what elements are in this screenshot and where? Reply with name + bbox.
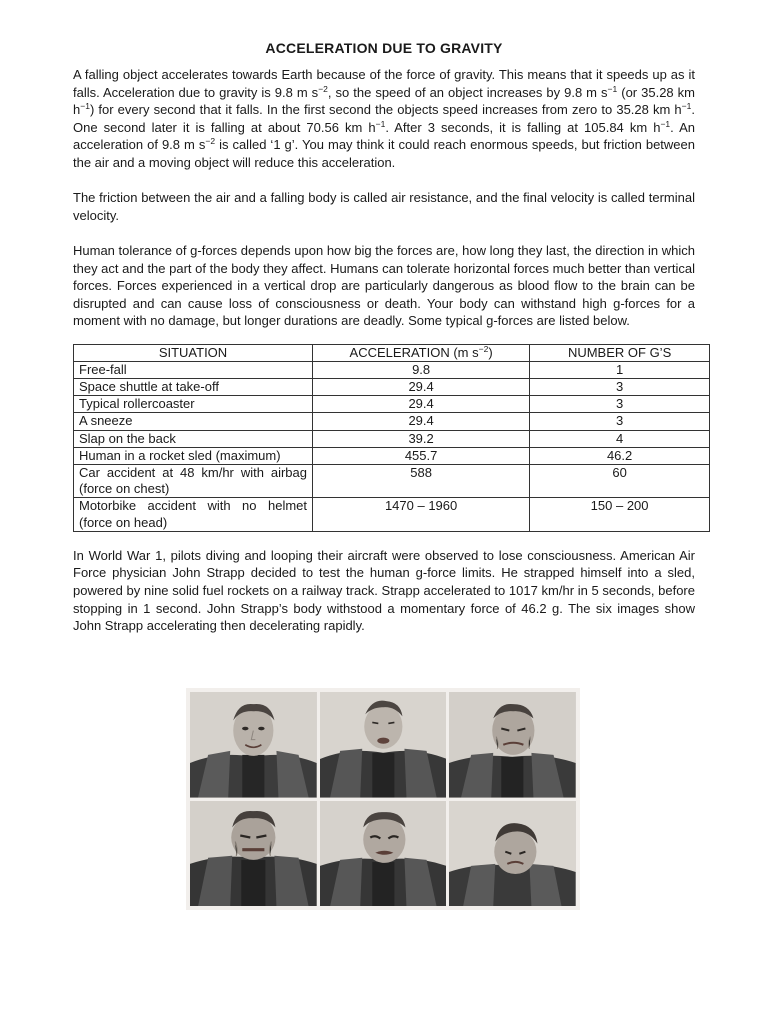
paragraph-air-resistance: The friction between the air and a falling body is called air resistance, and the final velocity is called terminal velocity. <box>73 190 695 223</box>
cell-gs: 1 <box>530 361 710 378</box>
cell-gs: 4 <box>530 430 710 447</box>
paragraph-g-force-tolerance: Human tolerance of g-forces depends upon how big the forces are, how long they last, the direction in which they act and the part of the body they affect. Humans can tolerate horizontal forces much better than vertical forces. Forces experienced in a vertical drop are particularly dangerous as blood flow to the brain can be disrupted and can cause loss of consciousness or death. Your body can withstand high g-forces for a moment with no damage, but longer durations are deadly. Some typical g-forces are listed below. <box>73 242 695 329</box>
cell-acceleration: 29.4 <box>313 396 530 413</box>
cell-situation: Slap on the back <box>74 430 313 447</box>
strapp-photo-grid <box>186 688 580 910</box>
cell-acceleration: 1470 – 1960 <box>313 498 530 531</box>
strapp-photo-3 <box>449 692 576 798</box>
table-row <box>74 396 710 413</box>
cell-gs: 150 – 200 <box>530 498 710 531</box>
g-force-table <box>73 344 710 532</box>
paragraph-john-strapp: In World War 1, pilots diving and looping their aircraft were observed to lose consciousness. American Air Force physician John Strapp decided to test the human g-force limits. He strapped himself into a sled, powered by nine solid fuel rockets on a railway track. Strapp accelerated to 1017 km/hr in 5 seconds, before stopping in 1 second. John Strapp’s body withstood a momentary force of 46.2 g. The six images show John Strapp accelerating then decelerating rapidly. <box>73 547 695 634</box>
cell-situation: A sneeze <box>74 413 313 430</box>
table-row <box>74 498 710 531</box>
cell-gs: 46.2 <box>530 447 710 464</box>
table-row <box>74 413 710 430</box>
table-row <box>74 361 710 378</box>
cell-situation: Car accident at 48 km/hr with airbag (force on chest) <box>74 464 313 497</box>
cell-gs: 3 <box>530 396 710 413</box>
table-header-row <box>74 344 710 361</box>
document-page <box>73 40 695 652</box>
cell-acceleration: 588 <box>313 464 530 497</box>
header-situation: SITUATION <box>74 344 313 361</box>
table-row <box>74 447 710 464</box>
cell-situation: Motorbike accident with no helmet (force on head) <box>74 498 313 531</box>
cell-situation: Human in a rocket sled (maximum) <box>74 447 313 464</box>
strapp-photo-4 <box>190 801 317 907</box>
cell-situation: Typical rollercoaster <box>74 396 313 413</box>
strapp-photo-1 <box>190 692 317 798</box>
header-acceleration: ACCELERATION (m $s^{-2}$) <box>313 344 530 361</box>
cell-acceleration: 9.8 <box>313 361 530 378</box>
table-row <box>74 464 710 497</box>
table-row <box>74 430 710 447</box>
header-number-of-gs: NUMBER OF G’S <box>530 344 710 361</box>
cell-gs: 3 <box>530 413 710 430</box>
strapp-photo-2 <box>320 692 447 798</box>
cell-acceleration: 29.4 <box>313 413 530 430</box>
cell-gs: 60 <box>530 464 710 497</box>
cell-acceleration: 39.2 <box>313 430 530 447</box>
strapp-photo-6 <box>449 801 576 907</box>
paragraph-gravity: A falling object accelerates towards Earth because of the force of gravity. This means that it speeds up as it falls. Acceleration due to gravity is 9.8 m $s^{-2}$, so the speed of an object increases by 9.8 m $s^{-1}$ (or 35.28 km $h^{-1}$) for every second that it falls. In the first second the objects speed increases from zero to 35.28 km $h^{-1}$. One second later it is falling at about 70.56 km $h^{-1}$. After 3 seconds, it is falling at 105.84 km $h^{-1}$. An acceleration of 9.8 m $s^{-2}$ is called ‘1 g’. You may think it could reach enormous speeds, but friction between the air and a moving object will reduce this acceleration. <box>73 67 696 170</box>
page-title: ACCELERATION DUE TO GRAVITY <box>265 40 503 56</box>
strapp-photo-5 <box>320 801 447 907</box>
cell-gs: 3 <box>530 378 710 395</box>
cell-situation: Free-fall <box>74 361 313 378</box>
table-row <box>74 378 710 395</box>
cell-acceleration: 455.7 <box>313 447 530 464</box>
cell-situation: Space shuttle at take-off <box>74 378 313 395</box>
cell-acceleration: 29.4 <box>313 378 530 395</box>
